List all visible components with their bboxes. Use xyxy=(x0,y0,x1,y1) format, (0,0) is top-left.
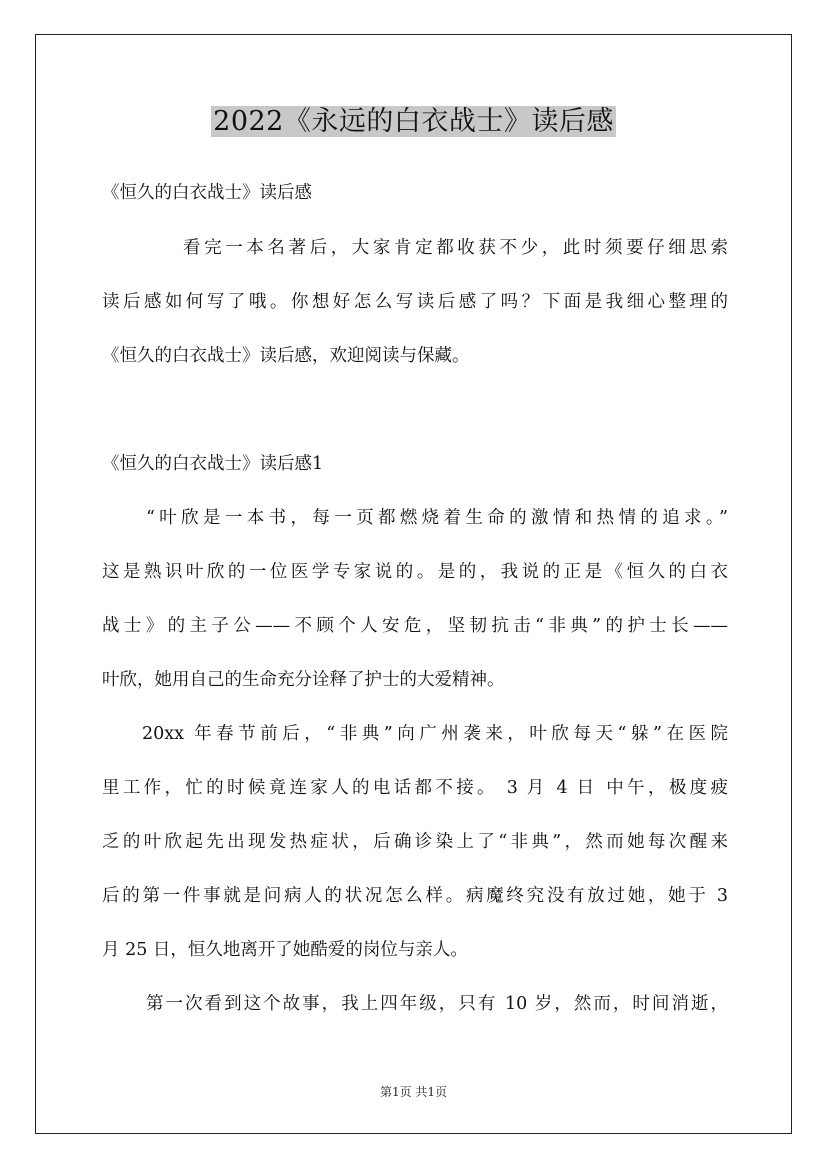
body-line-1: “叶欣是一本书，每一页都燃烧着生命的激情和热情的追求。” xyxy=(146,508,728,528)
body-line-2: 这是熟识叶欣的一位医学专家说的。是的，我说的正是《恒久的白衣 xyxy=(102,562,728,582)
body-line-9: 月 25 日，恒久地离开了她酷爱的岗位与亲人。 xyxy=(102,940,468,960)
intro-line-2: 读后感如何写了哦。你想好怎么写读后感了吗？下面是我细心整理的 xyxy=(102,292,728,312)
document-title xyxy=(0,100,827,144)
intro-line-3: 《恒久的白衣战士》读后感，欢迎阅读与保藏。 xyxy=(102,346,470,366)
body-line-7: 乏的叶欣起先出现发热症状，后确诊染上了“非典”，然而她每次醒来 xyxy=(102,832,728,852)
subheading: 《恒久的白衣战士》读后感 xyxy=(102,183,312,203)
page-footer: 第1页 共1页 xyxy=(379,1085,448,1099)
body-line-5: 20xx 年春节前后，“非典”向广州袭来，叶欣每天“躲”在医院 xyxy=(142,724,728,744)
body-line-6: 里工作，忙的时候竟连家人的电话都不接。 3 月 4 日 中午，极度疲 xyxy=(102,778,728,798)
body-line-8: 后的第一件事就是问病人的状况怎么样。病魔终究没有放过她，她于 3 xyxy=(102,886,728,906)
body-line-3: 战士》的主子公——不顾个人安危，坚韧抗击“非典”的护士长—— xyxy=(102,616,728,636)
body-line-10: 第一次看到这个故事，我上四年级，只有 10 岁，然而，时间消逝， xyxy=(146,994,728,1014)
document-title-text: 2022《永远的白衣战士》读后感 xyxy=(213,106,614,137)
section-heading: 《恒久的白衣战士》读后感1 xyxy=(102,454,324,474)
intro-line-1: 看完一本名著后，大家肯定都收获不少，此时须要仔细思索 xyxy=(183,238,728,258)
body-line-4: 叶欣，她用自己的生命充分诠释了护士的大爱精神。 xyxy=(102,670,505,690)
